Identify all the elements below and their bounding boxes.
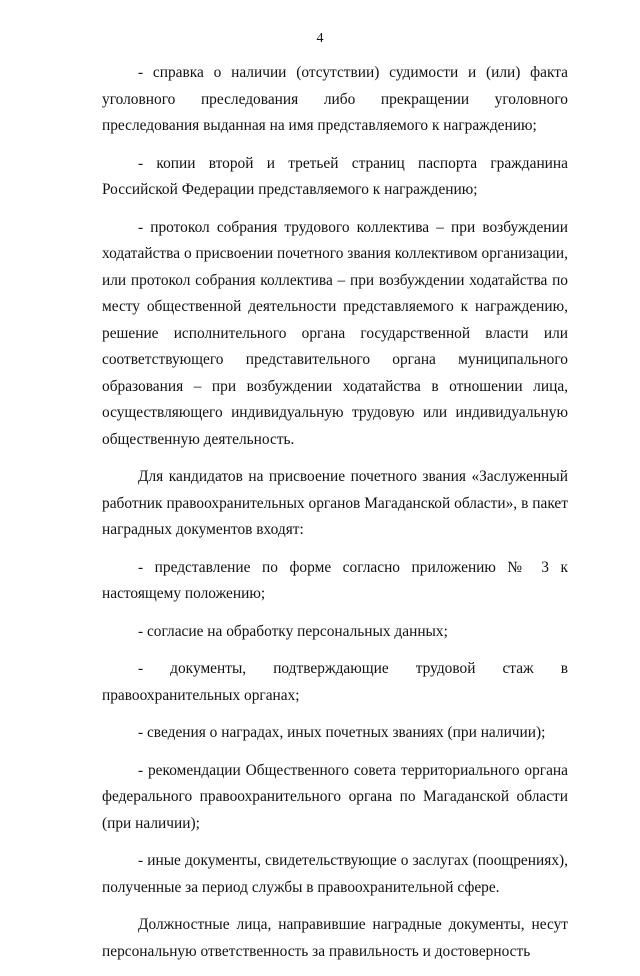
paragraph-meeting-protocol: - протокол собрания трудового коллектива – при возбуждении ходатайства о присвоении почетного звания коллективом организации, или протокол собрания коллектива – при возбуждении ходатайства по месту общественной деятельности представляемого к награждению, решение исполнительного органа государственной власти или соответствующего представительного органа муниципального образования – при возбуждении ходатайства в отношении лица, осуществляющего индивидуальную трудовую или индивидуальную общественную деятельность. — [102, 218, 568, 448]
paragraph-awards-info: - сведения о наградах, иных почетных званиях (при наличии); — [138, 724, 546, 741]
page-number: 4 — [316, 31, 324, 46]
paragraph-service-documents: - документы, подтверждающие трудовой стаж в правоохранительных органах; — [102, 660, 568, 704]
paragraph-personal-data-consent: - согласие на обработку персональных данных; — [138, 622, 448, 640]
document-body — [102, 60, 568, 976]
paragraph-submission-form: - представление по форме согласно приложению № 3 к настоящему положению; — [102, 558, 568, 602]
paragraph-public-council-recommendations: - рекомендации Общественного совета территориального органа федерального правоохранительного органа по Магаданской области (при наличии); — [102, 761, 568, 832]
paragraph-candidates-intro: Для кандидатов на присвоение почетного звания «Заслуженный работник правоохранительных органов Магаданской области», в пакет наградных документов входят: — [102, 468, 568, 538]
paragraph-criminal-record-certificate: - справка о наличии (отсутствии) судимости и (или) факта уголовного преследования либо прекращении уголовного преследования выданная на имя представляемого к награждению; — [102, 64, 568, 134]
paragraph-officials-responsibility: Должностные лица, направившие наградные документы, несут персональную ответственность за правильность и достоверность — [102, 916, 568, 960]
paragraph-passport-copies: - копии второй и третьей страниц паспорта гражданина Российской Федерации представляемого к награждению; — [102, 154, 568, 198]
paragraph-merit-documents: - иные документы, свидетельствующие о заслугах (поощрениях), полученные за период службы в правоохранительной сфере. — [102, 852, 568, 896]
